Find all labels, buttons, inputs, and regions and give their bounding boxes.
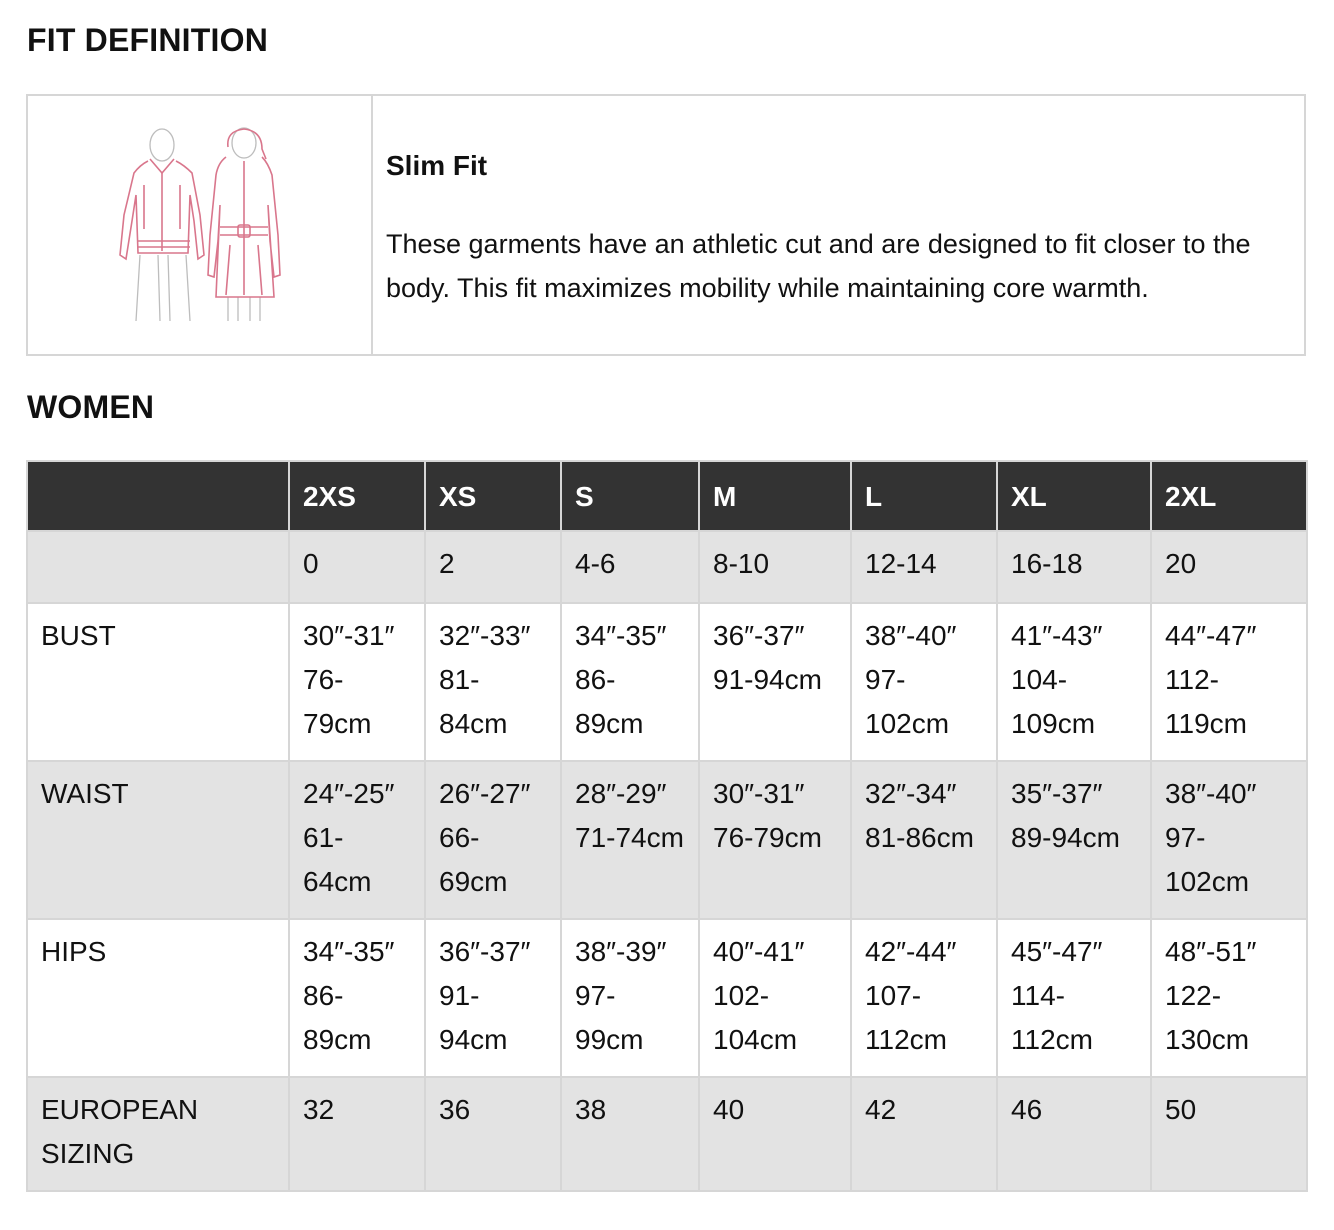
measurement-cell	[997, 761, 1151, 919]
european-sizing-row	[27, 1077, 1307, 1191]
european-size-cell: 38	[561, 1077, 699, 1191]
fit-illustration	[28, 96, 373, 354]
measurement-cell	[425, 919, 561, 1077]
waist-row	[27, 761, 1307, 919]
size-header-2xl: 2XL	[1151, 461, 1307, 531]
measurement-label: BUST	[27, 603, 289, 761]
us-size-cell: 8-10	[699, 531, 851, 603]
us-size-cell: 4-6	[561, 531, 699, 603]
measurement-line: 89-94cm	[1011, 822, 1120, 853]
measurement-line: 32″-33″	[439, 620, 531, 651]
measurement-cell	[289, 919, 425, 1077]
measurement-cell	[561, 761, 699, 919]
us-size-cell: 0	[289, 531, 425, 603]
european-size-cell: 36	[425, 1077, 561, 1191]
us-size-row	[27, 531, 1307, 603]
measurement-cell	[997, 919, 1151, 1077]
size-header-row	[27, 461, 1307, 531]
measurement-line: 99cm	[575, 1024, 644, 1055]
measurement-line: 36″-37″	[439, 936, 531, 967]
measurement-cell	[851, 919, 997, 1077]
measurement-line: 76-	[303, 664, 344, 695]
measurement-line: 71-74cm	[575, 822, 684, 853]
measurement-line: 94cm	[439, 1024, 508, 1055]
measurement-cell	[699, 761, 851, 919]
measurement-cell	[561, 603, 699, 761]
measurement-line: 38″-40″	[865, 620, 957, 651]
measurement-cell	[289, 761, 425, 919]
measurement-line: 109cm	[1011, 708, 1096, 739]
us-size-cell: 12-14	[851, 531, 997, 603]
measurement-line: 42″-44″	[865, 936, 957, 967]
measurement-cell	[289, 603, 425, 761]
measurement-line: 130cm	[1165, 1024, 1250, 1055]
measurement-label: HIPS	[27, 919, 289, 1077]
measurement-line: 122-	[1165, 980, 1222, 1011]
measurement-cell	[561, 919, 699, 1077]
us-size-cell: 16-18	[997, 531, 1151, 603]
measurement-line: 34″-35″	[303, 936, 395, 967]
measurement-line: 38″-40″	[1165, 778, 1257, 809]
fit-name: Slim Fit	[386, 150, 488, 181]
measurement-line: 66-	[439, 822, 480, 853]
jacket-and-parka-outline-icon	[110, 125, 290, 325]
measurement-cell	[1151, 603, 1307, 761]
measurement-line: 38″-39″	[575, 936, 667, 967]
fit-definition-heading: FIT DEFINITION	[27, 22, 269, 58]
us-size-cell: 20	[1151, 531, 1307, 603]
european-sizing-label	[27, 1077, 289, 1191]
fit-description: These garments have an athletic cut and are designed to fit closer to the body. This fit maximizes mobility while maintaining core warmth.	[386, 229, 1251, 303]
measurement-line: 119cm	[1165, 708, 1247, 739]
measurement-cell	[425, 761, 561, 919]
measurement-cell	[699, 603, 851, 761]
measurement-line: 102cm	[865, 708, 950, 739]
measurement-line: 36″-37″	[713, 620, 805, 651]
header-corner-cell	[27, 461, 289, 531]
measurement-line: 35″-37″	[1011, 778, 1103, 809]
european-size-cell: 50	[1151, 1077, 1307, 1191]
measurement-line: 79cm	[303, 708, 372, 739]
measurement-cell	[699, 919, 851, 1077]
measurement-line: 64cm	[303, 866, 372, 897]
measurement-line: 97-	[575, 980, 616, 1011]
measurement-line: 26″-27″	[439, 778, 531, 809]
measurement-line: 97-	[1165, 822, 1206, 853]
measurement-line: 112-	[1165, 664, 1219, 695]
measurement-line: 44″-47″	[1165, 620, 1257, 651]
measurement-cell	[425, 603, 561, 761]
measurement-line: 61-	[303, 822, 344, 853]
measurement-line: 30″-31″	[303, 620, 395, 651]
measurement-line: 86-	[575, 664, 616, 695]
size-header-l: L	[851, 461, 997, 531]
measurement-label: WAIST	[27, 761, 289, 919]
fit-definition-box	[26, 94, 1306, 356]
measurement-cell	[1151, 761, 1307, 919]
us-size-cell: 2	[425, 531, 561, 603]
measurement-line: 89cm	[575, 708, 644, 739]
measurement-line: 112cm	[865, 1024, 947, 1055]
measurement-cell	[1151, 919, 1307, 1077]
measurement-line: 41″-43″	[1011, 620, 1103, 651]
measurement-line: 91-94cm	[713, 664, 822, 695]
women-heading: WOMEN	[27, 389, 155, 425]
size-header-m: M	[699, 461, 851, 531]
measurement-line: 32″-34″	[865, 778, 957, 809]
measurement-line: 86-	[303, 980, 344, 1011]
measurement-line: 81-86cm	[865, 822, 974, 853]
measurement-line: 97-	[865, 664, 906, 695]
european-size-cell: 32	[289, 1077, 425, 1191]
european-size-cell: 46	[997, 1077, 1151, 1191]
measurement-line: 102-	[713, 980, 770, 1011]
women-size-table	[26, 460, 1308, 1192]
measurement-line: 112cm	[1011, 1024, 1093, 1055]
measurement-line: 30″-31″	[713, 778, 805, 809]
measurement-line: 107-	[865, 980, 922, 1011]
measurement-cell	[997, 603, 1151, 761]
measurement-line: 81-	[439, 664, 480, 695]
size-header-s: S	[561, 461, 699, 531]
measurement-line: 40″-41″	[713, 936, 805, 967]
bust-row	[27, 603, 1307, 761]
measurement-cell	[851, 761, 997, 919]
measurement-line: 114-	[1011, 980, 1065, 1011]
european-label-line: EUROPEAN	[41, 1094, 199, 1125]
size-header-xl: XL	[997, 461, 1151, 531]
measurement-line: 91-	[439, 980, 480, 1011]
size-header-xs: XS	[425, 461, 561, 531]
measurement-cell	[851, 603, 997, 761]
measurement-line: 34″-35″	[575, 620, 667, 651]
measurement-line: 84cm	[439, 708, 508, 739]
european-label-line: SIZING	[41, 1138, 135, 1169]
measurement-line: 48″-51″	[1165, 936, 1257, 967]
measurement-line: 89cm	[303, 1024, 372, 1055]
measurement-line: 69cm	[439, 866, 508, 897]
measurement-line: 28″-29″	[575, 778, 667, 809]
european-size-cell: 40	[699, 1077, 851, 1191]
hips-row	[27, 919, 1307, 1077]
measurement-line: 24″-25″	[303, 778, 395, 809]
measurement-line: 102cm	[1165, 866, 1250, 897]
measurement-line: 104cm	[713, 1024, 798, 1055]
us-size-label-cell	[27, 531, 289, 603]
european-size-cell: 42	[851, 1077, 997, 1191]
size-header-2xs: 2XS	[289, 461, 425, 531]
measurement-line: 104-	[1011, 664, 1068, 695]
measurement-line: 45″-47″	[1011, 936, 1103, 967]
fit-text	[373, 96, 1304, 354]
measurement-line: 76-79cm	[713, 822, 822, 853]
